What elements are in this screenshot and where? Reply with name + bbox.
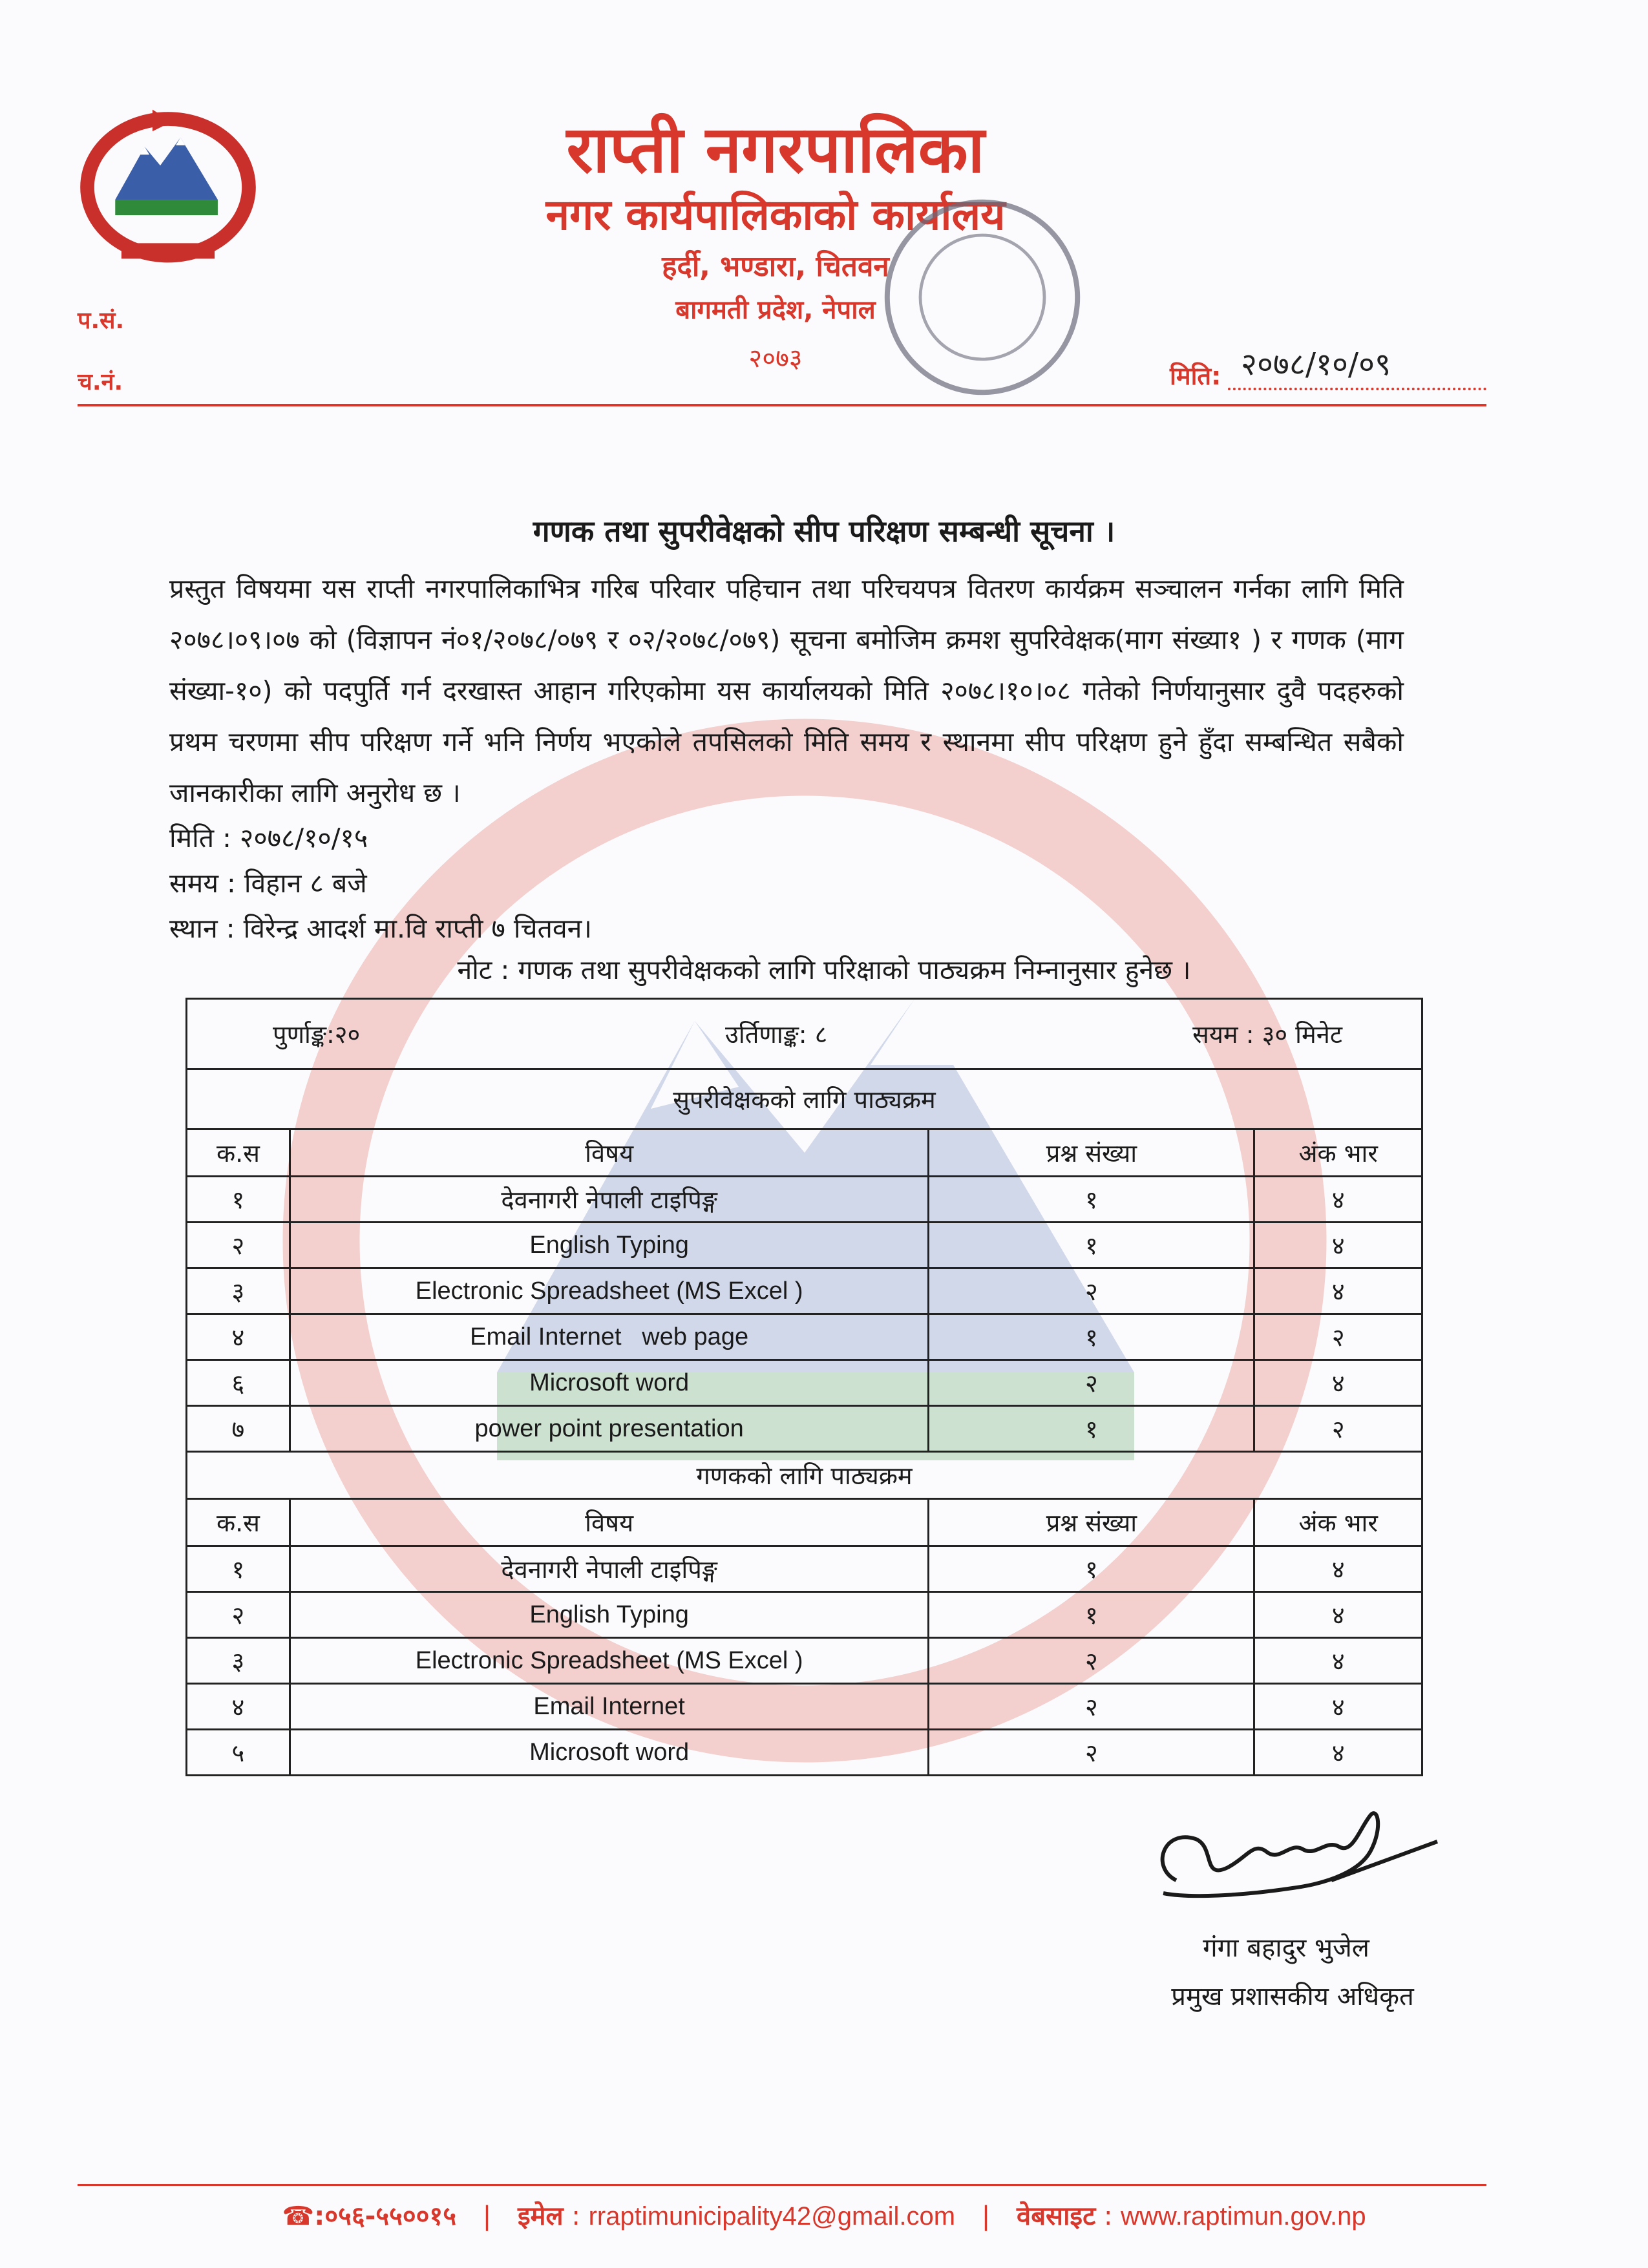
cell-subject: Electronic Spreadsheet (MS Excel ) <box>290 1638 929 1684</box>
table-row <box>187 1638 1422 1684</box>
footer-web-label: वेबसाइट <box>1016 2201 1096 2231</box>
table-row <box>187 1268 1422 1314</box>
col-header-subject: विषय <box>290 1499 929 1546</box>
cell-marks: ४ <box>1254 1684 1422 1730</box>
reference-cn-label: च.नं. <box>78 369 123 395</box>
cell-subject: Email Internet <box>290 1684 929 1730</box>
header-divider <box>78 404 1486 406</box>
cell-marks: ४ <box>1254 1592 1422 1638</box>
enumerator-section-title: गणकको लागि पाठ्यक्रम <box>187 1452 1422 1499</box>
cell-sn: ३ <box>187 1638 290 1684</box>
cell-subject: English Typing <box>290 1223 929 1268</box>
footer-email-link[interactable]: rraptimunicipality42@gmail.com <box>588 2202 956 2231</box>
col-header-marks: अंक भार <box>1254 1499 1422 1546</box>
exam-date: मिति : २०७८/१०/१५ <box>169 823 368 854</box>
office-name: नगर कार्यपालिकाको कार्यालय <box>545 190 1006 240</box>
cell-questions: २ <box>929 1268 1254 1314</box>
cell-questions: १ <box>929 1406 1254 1452</box>
cell-marks: ४ <box>1254 1730 1422 1776</box>
cell-sn: १ <box>187 1546 290 1592</box>
footer-website-link[interactable]: www.raptimun.gov.np <box>1121 2202 1366 2231</box>
cell-subject: Email Internet web page <box>290 1314 929 1360</box>
footer-separator: | <box>482 2201 492 2231</box>
table-row <box>187 1730 1422 1776</box>
cell-subject: power point presentation <box>290 1406 929 1452</box>
office-province: बागमती प्रदेश, नेपाल <box>675 295 876 325</box>
cell-questions: १ <box>929 1546 1254 1592</box>
cell-sn: ४ <box>187 1684 290 1730</box>
table-row <box>187 1360 1422 1406</box>
cell-subject: Microsoft word <box>290 1730 929 1776</box>
exam-duration: सयम : ३० मिनेट <box>1192 1020 1342 1049</box>
cell-subject: English Typing <box>290 1592 929 1638</box>
cell-sn: ३ <box>187 1268 290 1314</box>
col-header-sn: क.स <box>187 1499 290 1546</box>
cell-marks: ४ <box>1254 1638 1422 1684</box>
section-heading-row <box>187 1452 1422 1499</box>
cell-marks: ४ <box>1254 1268 1422 1314</box>
col-header-sn: क.स <box>187 1129 290 1177</box>
col-header-questions: प्रश्न संख्या <box>929 1499 1254 1546</box>
exam-time: समय : विहान ८ बजे <box>169 868 367 899</box>
syllabus-table <box>185 998 1423 1776</box>
cell-marks: ४ <box>1254 1546 1422 1592</box>
table-row <box>187 1223 1422 1268</box>
cell-sn: ६ <box>187 1360 290 1406</box>
footer-divider <box>78 2184 1486 2186</box>
cell-sn: २ <box>187 1223 290 1268</box>
cell-questions: २ <box>929 1684 1254 1730</box>
date-value: २०७८/१०/०९ <box>1241 346 1391 383</box>
office-address: हर्दी, भण्डारा, चितवन <box>662 250 889 283</box>
cell-marks: ४ <box>1254 1223 1422 1268</box>
cell-sn: २ <box>187 1592 290 1638</box>
cell-marks: ४ <box>1254 1360 1422 1406</box>
cell-questions: २ <box>929 1360 1254 1406</box>
section-heading-row <box>187 1069 1422 1129</box>
cell-marks: २ <box>1254 1406 1422 1452</box>
nepal-emblem-logo <box>74 103 262 265</box>
cell-subject: Microsoft word <box>290 1360 929 1406</box>
office-seal-stamp <box>879 194 1086 401</box>
table-row <box>187 1177 1422 1223</box>
cell-sn: ७ <box>187 1406 290 1452</box>
signatory-post: प्रमुख प्रशासकीय अधिकृत <box>1171 1982 1414 2011</box>
cell-questions: १ <box>929 1314 1254 1360</box>
cell-questions: १ <box>929 1177 1254 1223</box>
cell-subject: Electronic Spreadsheet (MS Excel ) <box>290 1268 929 1314</box>
cell-questions: २ <box>929 1638 1254 1684</box>
table-row <box>187 1592 1422 1638</box>
col-header-marks: अंक भार <box>1254 1129 1422 1177</box>
handwritten-signature <box>1137 1790 1448 1919</box>
footer-phone: :०५६-५५००१५ <box>314 2201 457 2231</box>
col-header-subject: विषय <box>290 1129 929 1177</box>
org-name: राप्ती नगरपालिका <box>566 112 985 187</box>
footer-separator: | <box>981 2201 991 2231</box>
cell-sn: ५ <box>187 1730 290 1776</box>
date-label: मिति: <box>1170 362 1221 390</box>
cell-questions: २ <box>929 1730 1254 1776</box>
cell-sn: १ <box>187 1177 290 1223</box>
phone-icon: ☎ <box>282 2201 315 2231</box>
footer-email-label: इमेल <box>517 2201 564 2231</box>
exam-place: स्थान : विरेन्द्र आदर्श मा.वि राप्ती ७ चितवन। <box>169 913 592 944</box>
syllabus-note: नोट : गणक तथा सुपरीवेक्षकको लागि परिक्षाको पाठ्यक्रम निम्नानुसार हुनेछ । <box>457 954 1191 985</box>
cell-subject: देवनागरी नेपाली टाइपिङ्ग <box>290 1177 929 1223</box>
cell-questions: १ <box>929 1592 1254 1638</box>
cell-marks: ४ <box>1254 1177 1422 1223</box>
pass-marks: उर्तिणाङ्क: ८ <box>725 1020 828 1049</box>
full-marks: पुर्णाङ्क:२० <box>273 1020 361 1049</box>
table-row <box>187 1406 1422 1452</box>
cell-subject: देवनागरी नेपाली टाइपिङ्ग <box>290 1546 929 1592</box>
table-header-row <box>187 1499 1422 1546</box>
supervisor-section-title: सुपरीवेक्षकको लागि पाठ्यक्रम <box>187 1069 1422 1129</box>
footer-contact: ☎:०५६-५५००१५ | इमेल : rraptimunicipality42@gmail.com | वेबसाइट : www.raptimun.gov.np <box>282 2201 1366 2231</box>
col-header-questions: प्रश्न संख्या <box>929 1129 1254 1177</box>
cell-sn: ४ <box>187 1314 290 1360</box>
table-header-row <box>187 1129 1422 1177</box>
table-row <box>187 1314 1422 1360</box>
marks-row <box>187 999 1422 1069</box>
cell-marks: २ <box>1254 1314 1422 1360</box>
table-row <box>187 1684 1422 1730</box>
notice-body: प्रस्तुत विषयमा यस राप्ती नगरपालिकाभित्र गरिब परिवार पहिचान तथा परिचयपत्र वितरण कार्यक्रम सञ्चालन गर्नका लागि मिति २०७८।०९।०७ को (विज्ञापन नं०१/२०७८/०७९ र ०२/२०७८/०७९) सूचना बमोजिम क्रमश सुपरिवेक्षक(माग संख्या१ ) र गणक (माग संख्या-१०) को पदपुर्ति गर्न दरखास्त आहान गरिएकोमा यस कार्यालयको मिति २०७८।१०।०८ गतेको निर्णयानुसार दुवै पदहरुको प्रथम चरणमा सीप परिक्षण गर्ने भनि निर्णय भएकोले तपसिलको मिति समय र स्थानमा सीप परिक्षण हुने हुँदा सम्बन्धित सबैको जानकारीका लागि अनुरोध छ । <box>169 573 1404 808</box>
cell-questions: १ <box>929 1223 1254 1268</box>
signatory-name: गंगा बहादुर भुजेल <box>1203 1933 1369 1963</box>
date-dotted-line <box>1228 388 1486 390</box>
established-year: २०७३ <box>748 344 803 373</box>
notice-title: गणक तथा सुपरीवेक्षको सीप परिक्षण सम्बन्धी सूचना । <box>533 514 1115 549</box>
reference-ps-label: प.सं. <box>78 308 125 334</box>
table-row <box>187 1546 1422 1592</box>
